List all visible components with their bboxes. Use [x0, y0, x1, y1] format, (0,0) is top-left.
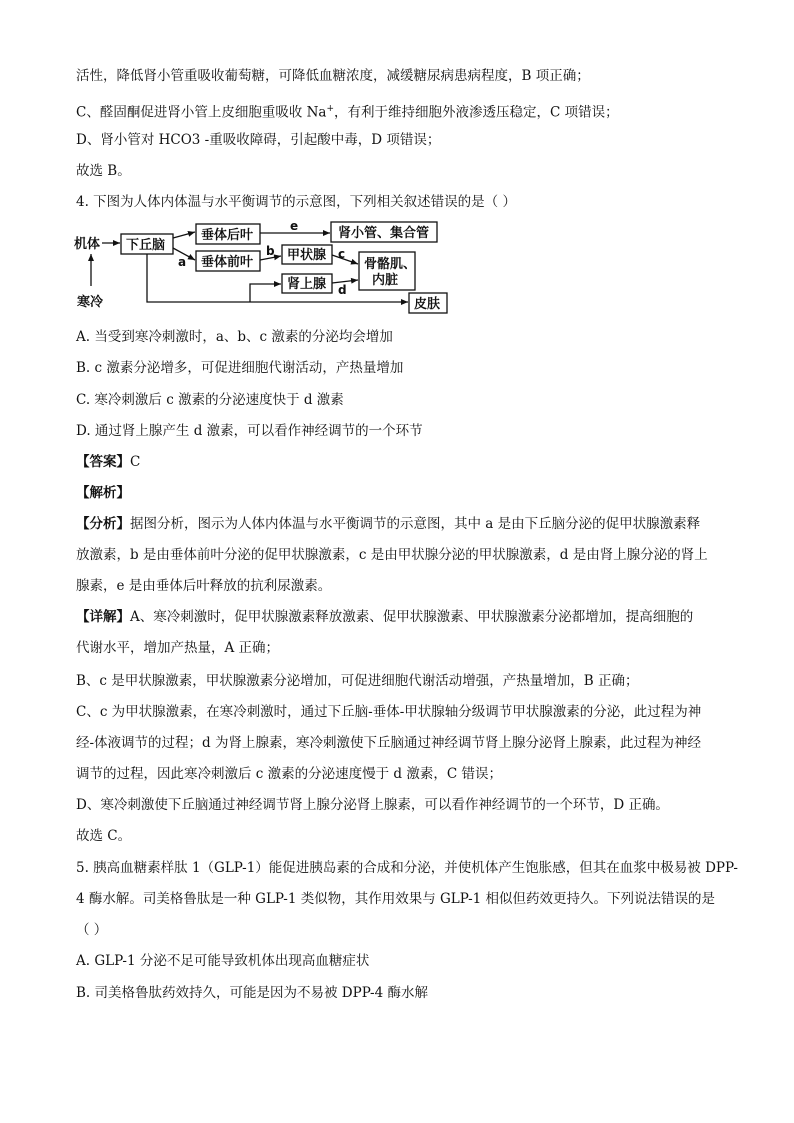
q4-option-c: C. 寒冷刺激后 c 激素的分泌速度快于 d 激素	[76, 392, 344, 408]
q5-stem-line-1: 5. 胰高血糖素样肽 1（GLP-1）能促进胰岛素的合成和分泌，并使机体产生饱胀感，但其在血浆中极易被 DPP-	[76, 860, 738, 876]
q4-stem: 4. 下图为人体内体温与水平衡调节的示意图，下列相关叙述错误的是（ ）	[76, 194, 516, 210]
q4-conclusion: 故选 C。	[76, 828, 132, 844]
q3-explanation-line-2	[76, 100, 619, 122]
fenxi-line-3: 腺素，e 是由垂体后叶释放的抗利尿激素。	[76, 578, 332, 594]
q5-stem-line-2: 4 酶水解。司美格鲁肽是一种 GLP-1 类似物，其作用效果与 GLP-1 相似但药效更持久。下列说法错误的是	[76, 891, 716, 907]
xiangjie-line-c3: 调节的过程，因此寒冷刺激后 c 激素的分泌速度慢于 d 激素，C 错误；	[76, 766, 502, 782]
q4-option-b: B. c 激素分泌增多，可促进细胞代谢活动，产热量增加	[76, 360, 404, 376]
xiangjie-line-a1: 【详解】A、寒冷刺激时，促甲状腺激素释放激素、促甲状腺激素、甲状腺激素分泌都增加，提高细胞的	[76, 609, 694, 625]
label-skin: 皮肤	[414, 297, 441, 312]
arrow-label-d: d	[338, 283, 347, 297]
label-cold: 寒冷	[77, 295, 104, 310]
label-muscle-2: 内脏	[372, 273, 399, 288]
q4-answer	[76, 453, 140, 471]
xiangjie-line-c1: C、c 为甲状腺激素，在寒冷刺激时，通过下丘脑-垂体-甲状腺轴分级调节甲状腺激素的分泌，此过程为神	[76, 704, 702, 720]
q3-line2-part2: ，有利于维持细胞外液渗透压稳定，C 项错误；	[334, 104, 619, 121]
q3-line2-part1: C、醛固酮促进肾小管上皮细胞重吸收 Na	[76, 104, 327, 121]
xiangjie-line-a2: 代谢水平，增加产热量，A 正确；	[76, 640, 280, 656]
q5-stem-line-3: （ ）	[76, 922, 108, 938]
arrow-label-e: e	[290, 219, 299, 233]
sodium-charge: +	[326, 104, 335, 114]
arrow-label-c: c	[338, 247, 346, 261]
xiangjie-label: 【详解】	[76, 609, 130, 625]
q3-conclusion: 故选 B。	[76, 163, 131, 179]
arrow-label-b: b	[266, 244, 275, 258]
xiangjie-line-c2: 经-体液调节的过程；d 为肾上腺素，寒冷刺激使下丘脑通过神经调节肾上腺分泌肾上腺素，此过程为神经	[76, 735, 701, 751]
answer-value: C	[130, 454, 141, 470]
label-adrenal: 肾上腺	[287, 277, 327, 292]
xiangjie-line-b: B、c 是甲状腺激素，甲状腺激素分泌增加，可促进细胞代谢活动增强，产热量增加，B 正确；	[76, 673, 639, 689]
q3-explanation-line-1: 活性，降低肾小管重吸收葡萄糖，可降低血糖浓度，减缓糖尿病患病程度，B 项正确；	[76, 68, 590, 84]
hypothalamus-to-adrenal-arrow	[250, 284, 281, 302]
arrow-label-a: a	[178, 255, 187, 269]
label-anterior-pituitary: 垂体前叶	[201, 255, 254, 270]
answer-label: 【答案】	[76, 454, 130, 470]
fenxi-label: 【分析】	[76, 516, 130, 532]
label-body: 机体	[74, 237, 101, 252]
label-thyroid: 甲状腺	[287, 248, 327, 263]
label-posterior-pituitary: 垂体后叶	[201, 228, 254, 243]
label-hypothalamus: 下丘脑	[126, 238, 166, 253]
q5-option-b: B. 司美格鲁肽药效持久，可能是因为不易被 DPP-4 酶水解	[76, 985, 428, 1001]
q4-option-a: A. 当受到寒冷刺激时，a、b、c 激素的分泌均会增加	[76, 329, 393, 345]
fenxi-line-1: 【分析】据图分析，图示为人体内体温与水平衡调节的示意图，其中 a 是由下丘脑分泌的促甲状腺激素释	[76, 516, 701, 532]
hypothalamus-to-posterior-arrow	[173, 232, 195, 238]
label-kidney: 肾小管、集合管	[338, 226, 430, 241]
label-muscle-1: 骨骼肌、	[364, 257, 417, 272]
q4-option-d: D. 通过肾上腺产生 d 激素，可以看作神经调节的一个环节	[76, 423, 423, 439]
q3-explanation-line-3: D、肾小管对 HCO3 -重吸收障碍，引起酸中毒，D 项错误；	[76, 132, 441, 148]
regulation-diagram	[74, 218, 454, 318]
fenxi-line-2: 放激素，b 是由垂体前叶分泌的促甲状腺激素，c 是由甲状腺分泌的甲状腺激素，d 是由肾上腺分泌的肾上	[76, 547, 708, 563]
q5-option-a: A. GLP-1 分泌不足可能导致机体出现高血糖症状	[76, 953, 370, 969]
xiangjie-line-d: D、寒冷刺激使下丘脑通过神经调节肾上腺分泌肾上腺素，可以看作神经调节的一个环节，D 正确。	[76, 797, 669, 813]
analysis-label: 【解析】	[76, 485, 130, 501]
